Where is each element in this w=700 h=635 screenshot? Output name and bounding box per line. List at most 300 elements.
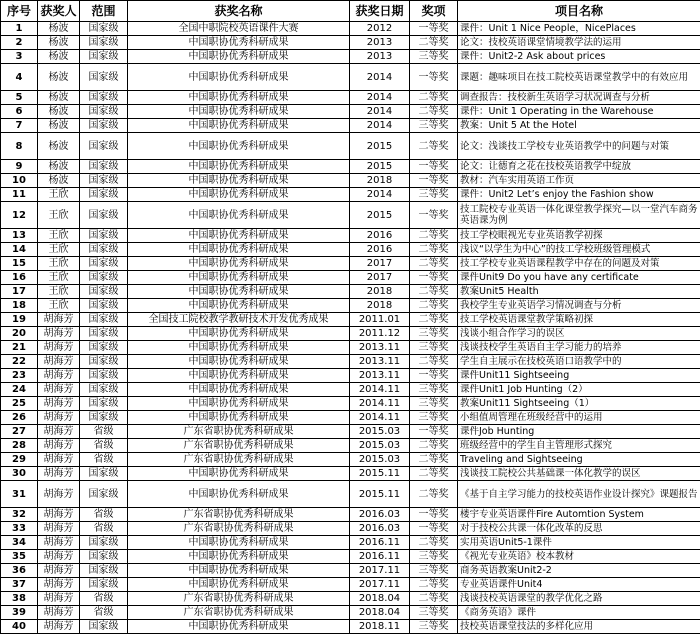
cell-date: 2012 [350,22,410,36]
table-row [1,271,700,285]
cell-title: 小组值周管理在班级经营中的运用 [458,411,700,425]
cell-scope: 省级 [80,425,128,439]
cell-award: 广东省职协优秀科研成果 [128,425,350,439]
cell-winner: 王欣 [38,202,80,229]
cell-title: 浅谈小组合作学习的误区 [458,327,700,341]
cell-winner: 胡海芳 [38,453,80,467]
cell-level: 二等奖 [410,439,458,453]
cell-no: 29 [1,453,38,467]
cell-title: 班级经营中的学生自主管理形式探究 [458,439,700,453]
table-row [1,578,700,592]
cell-award: 中国职协优秀科研成果 [128,550,350,564]
table-row [1,397,700,411]
cell-title: 浅谈技工院校公共基础课一体化教学的误区 [458,467,700,481]
header-level: 奖项 [410,1,458,22]
cell-level: 二等奖 [410,133,458,160]
cell-title: 《基于自主学习能力的技校英语作业设计探究》课题报告 [458,481,700,508]
cell-award: 全国技工院校教学教研技术开发优秀成果 [128,313,350,327]
cell-date: 2013.11 [350,369,410,383]
cell-winner: 杨波 [38,133,80,160]
cell-award: 中国职协优秀科研成果 [128,257,350,271]
table-row [1,160,700,174]
cell-scope: 国家级 [80,202,128,229]
cell-award: 中国职协优秀科研成果 [128,299,350,313]
cell-award: 全国中职院校英语课件大赛 [128,22,350,36]
cell-level: 三等奖 [410,397,458,411]
cell-date: 2016.03 [350,508,410,522]
cell-scope: 国家级 [80,271,128,285]
cell-no: 36 [1,564,38,578]
cell-level: 二等奖 [410,299,458,313]
cell-date: 2016.11 [350,550,410,564]
cell-level: 三等奖 [410,50,458,64]
cell-award: 中国职协优秀科研成果 [128,133,350,160]
cell-no: 18 [1,299,38,313]
cell-scope: 国家级 [80,564,128,578]
cell-level: 一等奖 [410,369,458,383]
table-row [1,327,700,341]
cell-award: 中国职协优秀科研成果 [128,36,350,50]
cell-title: 课件Unit11 Sightseeing [458,369,700,383]
table-row [1,243,700,257]
cell-date: 2014 [350,105,410,119]
cell-date: 2018 [350,285,410,299]
cell-award: 中国职协优秀科研成果 [128,620,350,634]
table-row [1,536,700,550]
cell-level: 二等奖 [410,91,458,105]
cell-scope: 国家级 [80,578,128,592]
cell-level: 一等奖 [410,425,458,439]
cell-scope: 国家级 [80,550,128,564]
cell-no: 19 [1,313,38,327]
cell-winner: 胡海芳 [38,578,80,592]
cell-scope: 省级 [80,522,128,536]
cell-scope: 国家级 [80,355,128,369]
cell-award: 中国职协优秀科研成果 [128,271,350,285]
cell-date: 2015.03 [350,439,410,453]
cell-winner: 胡海芳 [38,536,80,550]
cell-winner: 胡海芳 [38,397,80,411]
cell-no: 40 [1,620,38,634]
cell-title: 课件Unit9 Do you have any certificate [458,271,700,285]
cell-award: 广东省职协优秀科研成果 [128,606,350,620]
cell-date: 2016.11 [350,536,410,550]
table-row [1,188,700,202]
cell-title: 论文：浅谈技工学校专业英语教学中的问题与对策 [458,133,700,160]
table-row [1,453,700,467]
cell-title: 教案Unit11 Sightseeing（1） [458,397,700,411]
table-row [1,606,700,620]
cell-title: 教材：汽车实用英语工作页 [458,174,700,188]
cell-level: 一等奖 [410,522,458,536]
cell-scope: 国家级 [80,36,128,50]
cell-date: 2014.11 [350,411,410,425]
cell-winner: 杨波 [38,36,80,50]
cell-date: 2013 [350,50,410,64]
cell-date: 2014.11 [350,397,410,411]
cell-level: 三等奖 [410,188,458,202]
cell-winner: 胡海芳 [38,425,80,439]
cell-title: 实用英语Unit5-1课件 [458,536,700,550]
cell-no: 9 [1,160,38,174]
cell-level: 二等奖 [410,229,458,243]
cell-date: 2016 [350,243,410,257]
cell-award: 中国职协优秀科研成果 [128,243,350,257]
cell-date: 2015 [350,160,410,174]
table-row [1,50,700,64]
cell-winner: 胡海芳 [38,620,80,634]
table-row [1,105,700,119]
cell-winner: 胡海芳 [38,522,80,536]
cell-winner: 杨波 [38,91,80,105]
cell-title: 调查报告：技校新生英语学习状况调查与分析 [458,91,700,105]
cell-no: 20 [1,327,38,341]
cell-no: 5 [1,91,38,105]
cell-title: Traveling and Sightseeing [458,453,700,467]
cell-no: 32 [1,508,38,522]
cell-date: 2015.11 [350,481,410,508]
cell-scope: 国家级 [80,369,128,383]
cell-scope: 国家级 [80,174,128,188]
cell-scope: 省级 [80,439,128,453]
cell-title: 课件：Unit2-2 Ask about prices [458,50,700,64]
cell-winner: 胡海芳 [38,439,80,453]
cell-level: 一等奖 [410,202,458,229]
cell-scope: 国家级 [80,105,128,119]
cell-no: 12 [1,202,38,229]
cell-winner: 王欣 [38,243,80,257]
cell-scope: 国家级 [80,383,128,397]
table-row [1,22,700,36]
table-row [1,564,700,578]
cell-scope: 国家级 [80,64,128,91]
cell-title: 课件：Unit 1 Operating in the Warehouse [458,105,700,119]
cell-no: 30 [1,467,38,481]
cell-no: 25 [1,397,38,411]
cell-scope: 国家级 [80,341,128,355]
cell-level: 二等奖 [410,105,458,119]
cell-no: 24 [1,383,38,397]
cell-award: 中国职协优秀科研成果 [128,188,350,202]
cell-winner: 胡海芳 [38,592,80,606]
cell-level: 二等奖 [410,355,458,369]
cell-scope: 国家级 [80,243,128,257]
cell-title: 课题：趣味项目在技工院校英语课堂教学中的有效应用 [458,64,700,91]
table-row [1,550,700,564]
cell-award: 中国职协优秀科研成果 [128,564,350,578]
cell-scope: 国家级 [80,481,128,508]
cell-scope: 国家级 [80,22,128,36]
table-row [1,64,700,91]
cell-winner: 杨波 [38,64,80,91]
cell-level: 二等奖 [410,481,458,508]
cell-award: 中国职协优秀科研成果 [128,174,350,188]
cell-date: 2018 [350,174,410,188]
cell-title: 技工学校英语课堂教学策略初探 [458,313,700,327]
cell-title: 课件：Unit2 Let’s enjoy the Fashion show [458,188,700,202]
cell-scope: 省级 [80,592,128,606]
table-row [1,592,700,606]
cell-level: 三等奖 [410,564,458,578]
cell-winner: 胡海芳 [38,313,80,327]
cell-scope: 国家级 [80,50,128,64]
cell-date: 2017 [350,271,410,285]
cell-no: 13 [1,229,38,243]
cell-date: 2014 [350,91,410,105]
cell-award: 中国职协优秀科研成果 [128,229,350,243]
cell-level: 三等奖 [410,341,458,355]
cell-scope: 国家级 [80,397,128,411]
cell-award: 中国职协优秀科研成果 [128,397,350,411]
cell-no: 33 [1,522,38,536]
cell-award: 中国职协优秀科研成果 [128,91,350,105]
cell-award: 中国职协优秀科研成果 [128,105,350,119]
cell-level: 三等奖 [410,119,458,133]
header-title: 项目名称 [458,1,700,22]
cell-award: 中国职协优秀科研成果 [128,355,350,369]
cell-date: 2018.11 [350,620,410,634]
cell-title: 我校学生专业英语学习情况调查与分析 [458,299,700,313]
header-scope: 范围 [80,1,128,22]
header-award: 获奖名称 [128,1,350,22]
cell-level: 二等奖 [410,313,458,327]
cell-winner: 杨波 [38,50,80,64]
cell-scope: 国家级 [80,257,128,271]
cell-date: 2017 [350,257,410,271]
cell-no: 38 [1,592,38,606]
cell-winner: 王欣 [38,188,80,202]
cell-winner: 胡海芳 [38,508,80,522]
cell-title: 课件Unit1 Job Hunting（2） [458,383,700,397]
cell-scope: 国家级 [80,160,128,174]
cell-no: 22 [1,355,38,369]
cell-date: 2015.03 [350,425,410,439]
cell-scope: 省级 [80,606,128,620]
table-row [1,355,700,369]
cell-award: 中国职协优秀科研成果 [128,578,350,592]
header-row [1,1,700,22]
header-winner: 获奖人 [38,1,80,22]
cell-no: 8 [1,133,38,160]
cell-date: 2013.11 [350,355,410,369]
cell-date: 2018.04 [350,606,410,620]
cell-no: 28 [1,439,38,453]
cell-level: 二等奖 [410,36,458,50]
cell-no: 16 [1,271,38,285]
table-row [1,383,700,397]
cell-award: 中国职协优秀科研成果 [128,50,350,64]
cell-level: 三等奖 [410,383,458,397]
cell-scope: 国家级 [80,411,128,425]
cell-level: 二等奖 [410,578,458,592]
cell-no: 6 [1,105,38,119]
cell-no: 2 [1,36,38,50]
table-row [1,508,700,522]
cell-no: 34 [1,536,38,550]
table-row [1,369,700,383]
cell-title: 对于技校公共课一体化改革的反思 [458,522,700,536]
cell-date: 2017.11 [350,564,410,578]
cell-no: 39 [1,606,38,620]
cell-no: 31 [1,481,38,508]
cell-date: 2014 [350,64,410,91]
cell-title: 技工院校专业英语一体化课堂教学探究—以一堂汽车商务英语课为例 [458,202,700,229]
table-row [1,36,700,50]
cell-date: 2018.04 [350,592,410,606]
cell-winner: 胡海芳 [38,369,80,383]
cell-award: 中国职协优秀科研成果 [128,411,350,425]
cell-level: 一等奖 [410,22,458,36]
cell-award: 中国职协优秀科研成果 [128,202,350,229]
cell-award: 中国职协优秀科研成果 [128,536,350,550]
cell-level: 三等奖 [410,327,458,341]
cell-scope: 省级 [80,453,128,467]
cell-winner: 胡海芳 [38,467,80,481]
cell-title: 课件：Unit 1 Nice People，NicePlaces [458,22,700,36]
cell-date: 2017.11 [350,578,410,592]
table-row [1,481,700,508]
cell-winner: 杨波 [38,105,80,119]
cell-level: 一等奖 [410,271,458,285]
cell-date: 2014 [350,119,410,133]
cell-scope: 国家级 [80,299,128,313]
table-row [1,119,700,133]
header-no: 序号 [1,1,38,22]
cell-level: 一等奖 [410,64,458,91]
cell-winner: 胡海芳 [38,355,80,369]
cell-date: 2016 [350,229,410,243]
cell-award: 中国职协优秀科研成果 [128,369,350,383]
table-row [1,285,700,299]
cell-winner: 杨波 [38,22,80,36]
cell-winner: 王欣 [38,257,80,271]
table-row [1,174,700,188]
cell-title: 学生自主展示在技校英语口语教学中的 [458,355,700,369]
table-row [1,229,700,243]
cell-no: 23 [1,369,38,383]
cell-winner: 胡海芳 [38,564,80,578]
cell-winner: 杨波 [38,174,80,188]
table-body [1,22,700,634]
cell-winner: 杨波 [38,119,80,133]
table-row [1,133,700,160]
cell-title: 论文：技校英语课堂情境教学法的运用 [458,36,700,50]
table-row [1,341,700,355]
cell-scope: 国家级 [80,285,128,299]
cell-title: 商务英语教案Unit2-2 [458,564,700,578]
cell-award: 中国职协优秀科研成果 [128,160,350,174]
cell-winner: 胡海芳 [38,606,80,620]
cell-winner: 王欣 [38,271,80,285]
cell-award: 中国职协优秀科研成果 [128,383,350,397]
cell-level: 三等奖 [410,606,458,620]
cell-date: 2013 [350,36,410,50]
cell-date: 2015 [350,133,410,160]
cell-title: 浅谈技校学生英语自主学习能力的培养 [458,341,700,355]
cell-date: 2018 [350,299,410,313]
header-date: 获奖日期 [350,1,410,22]
cell-winner: 胡海芳 [38,550,80,564]
cell-level: 二等奖 [410,257,458,271]
cell-winner: 胡海芳 [38,327,80,341]
cell-scope: 国家级 [80,119,128,133]
cell-title: 专业英语课件Unit4 [458,578,700,592]
cell-award: 中国职协优秀科研成果 [128,119,350,133]
cell-no: 35 [1,550,38,564]
cell-winner: 王欣 [38,299,80,313]
cell-no: 15 [1,257,38,271]
cell-award: 广东省职协优秀科研成果 [128,592,350,606]
cell-date: 2016.03 [350,522,410,536]
table-row [1,411,700,425]
cell-title: 教案：Unit 5 At the Hotel [458,119,700,133]
cell-level: 二等奖 [410,285,458,299]
cell-level: 二等奖 [410,467,458,481]
cell-date: 2014 [350,188,410,202]
cell-date: 2011.01 [350,313,410,327]
table-row [1,620,700,634]
cell-award: 中国职协优秀科研成果 [128,327,350,341]
cell-title: 技工学校专业英语课程教学中存在的问题及对策 [458,257,700,271]
cell-title: 技工学校眼视光专业英语教学初探 [458,229,700,243]
cell-title: 《视光专业英语》校本教材 [458,550,700,564]
cell-level: 三等奖 [410,550,458,564]
cell-no: 27 [1,425,38,439]
cell-title: 浅议“以学生为中心”的技工学校班级管理模式 [458,243,700,257]
cell-date: 2011.12 [350,327,410,341]
cell-winner: 王欣 [38,285,80,299]
cell-date: 2015.11 [350,467,410,481]
cell-level: 三等奖 [410,620,458,634]
cell-scope: 国家级 [80,467,128,481]
cell-date: 2015 [350,202,410,229]
cell-scope: 国家级 [80,133,128,160]
cell-award: 中国职协优秀科研成果 [128,64,350,91]
cell-level: 二等奖 [410,536,458,550]
table-row [1,467,700,481]
cell-level: 一等奖 [410,174,458,188]
cell-no: 21 [1,341,38,355]
table-row [1,257,700,271]
cell-winner: 杨波 [38,160,80,174]
cell-scope: 省级 [80,508,128,522]
table-row [1,522,700,536]
cell-title: 论文：让德育之花在技校英语教学中绽放 [458,160,700,174]
cell-no: 17 [1,285,38,299]
cell-award: 中国职协优秀科研成果 [128,467,350,481]
cell-no: 26 [1,411,38,425]
cell-level: 一等奖 [410,508,458,522]
cell-award: 广东省职协优秀科研成果 [128,453,350,467]
cell-winner: 胡海芳 [38,383,80,397]
cell-date: 2015.03 [350,453,410,467]
cell-award: 中国职协优秀科研成果 [128,285,350,299]
cell-scope: 国家级 [80,327,128,341]
cell-no: 4 [1,64,38,91]
cell-no: 14 [1,243,38,257]
cell-award: 广东省职协优秀科研成果 [128,439,350,453]
cell-level: 一等奖 [410,160,458,174]
table-row [1,439,700,453]
table-row [1,313,700,327]
cell-winner: 胡海芳 [38,411,80,425]
cell-no: 3 [1,50,38,64]
cell-winner: 胡海芳 [38,341,80,355]
cell-no: 10 [1,174,38,188]
cell-title: 《商务英语》课件 [458,606,700,620]
cell-title: 课件Job Hunting [458,425,700,439]
cell-award: 中国职协优秀科研成果 [128,341,350,355]
